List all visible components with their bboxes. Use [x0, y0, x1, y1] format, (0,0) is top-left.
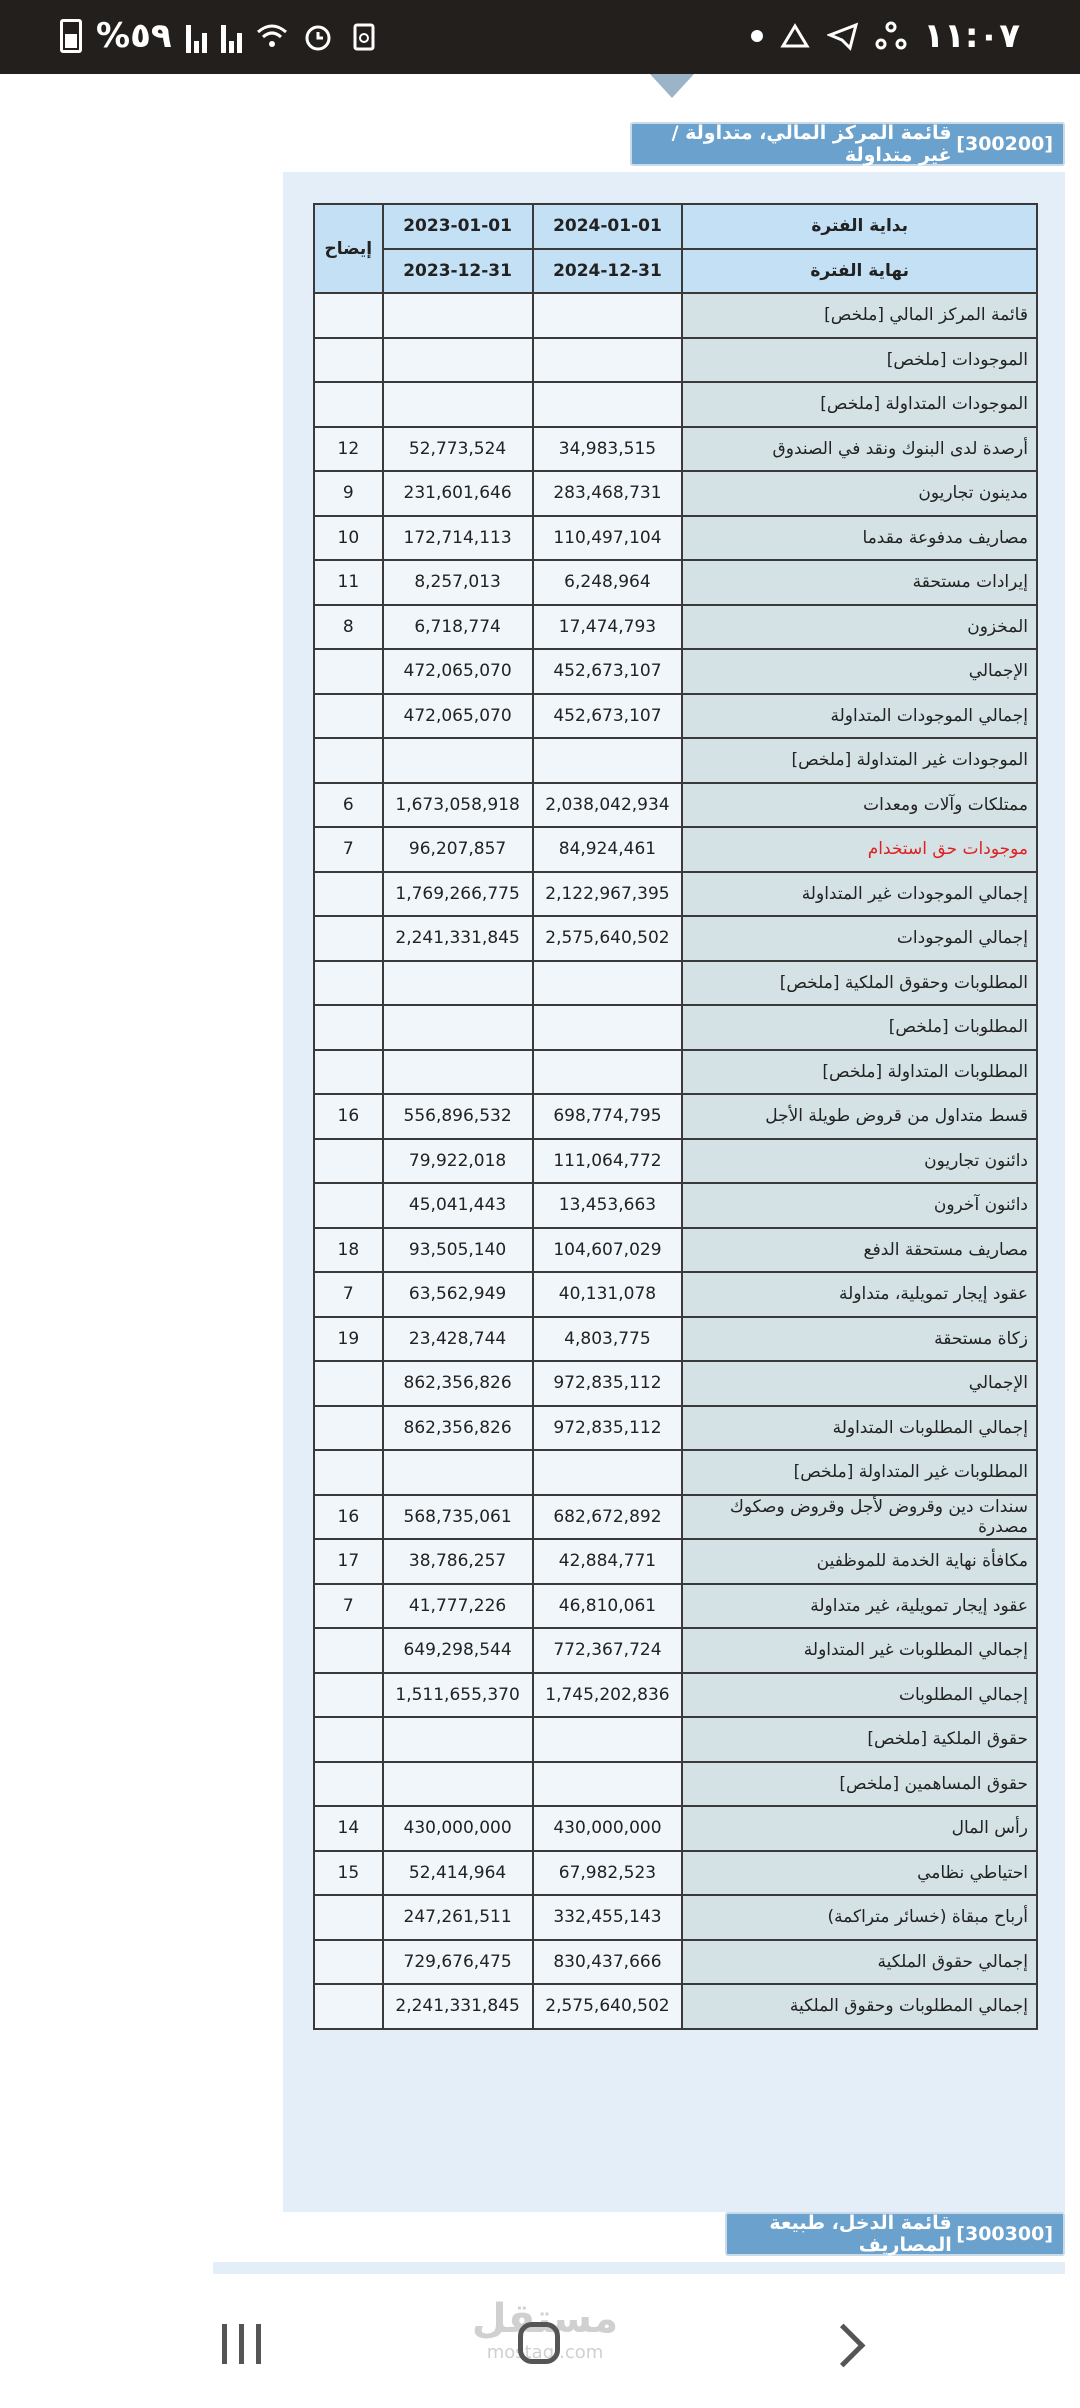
note-ref [314, 1984, 383, 2029]
value-2024: 2,038,042,934 [533, 783, 683, 828]
section-tab-300200[interactable] [630, 122, 1065, 166]
section-title: قائمة الدخل، طبيعة المصاريف [769, 2212, 952, 2256]
value-2024: 830,437,666 [533, 1940, 683, 1985]
value-2024: 46,810,061 [533, 1584, 683, 1629]
row-label: عقود إيجار تمويلية، غير متداولة [682, 1584, 1037, 1629]
col-2024-start: 2024-01-01 [533, 204, 683, 249]
table-row [314, 1539, 1037, 1584]
navigation-bar [0, 2280, 1080, 2408]
share-icon [875, 18, 907, 54]
row-label: إجمالي الموجودات المتداولة [682, 694, 1037, 739]
col-2023-start: 2023-01-01 [383, 204, 533, 249]
value-2023 [383, 338, 533, 383]
table-row [314, 560, 1037, 605]
note-ref [314, 338, 383, 383]
section-tab-300300[interactable] [725, 2212, 1065, 2256]
value-2023 [383, 1450, 533, 1495]
value-2024 [533, 1050, 683, 1095]
value-2023: 6,718,774 [383, 605, 533, 650]
table-row [314, 1940, 1037, 1985]
note-ref [314, 916, 383, 961]
value-2023: 568,735,061 [383, 1495, 533, 1540]
value-2023: 1,511,655,370 [383, 1673, 533, 1718]
row-label: الإجمالي [682, 1361, 1037, 1406]
value-2023: 556,896,532 [383, 1094, 533, 1139]
note-ref: 11 [314, 560, 383, 605]
note-ref: 14 [314, 1806, 383, 1851]
table-row [314, 1584, 1037, 1629]
value-2024: 4,803,775 [533, 1317, 683, 1362]
value-2023: 1,769,266,775 [383, 872, 533, 917]
value-2023: 247,261,511 [383, 1895, 533, 1940]
value-2023: 430,000,000 [383, 1806, 533, 1851]
battery-percent: %٥٩ [96, 16, 172, 56]
value-2024 [533, 338, 683, 383]
value-2023: 862,356,826 [383, 1361, 533, 1406]
table-row [314, 338, 1037, 383]
value-2024: 972,835,112 [533, 1406, 683, 1451]
row-label: المخزون [682, 605, 1037, 650]
note-ref [314, 293, 383, 338]
value-2024: 1,745,202,836 [533, 1673, 683, 1718]
value-2024: 972,835,112 [533, 1361, 683, 1406]
value-2024: 111,064,772 [533, 1139, 683, 1184]
note-ref: 7 [314, 1584, 383, 1629]
value-2024: 2,575,640,502 [533, 1984, 683, 2029]
row-label: إجمالي المطلوبات [682, 1673, 1037, 1718]
value-2024: 2,122,967,395 [533, 872, 683, 917]
col-2024-end: 2024-12-31 [533, 249, 683, 294]
home-icon[interactable] [518, 2322, 560, 2364]
table-row [314, 1717, 1037, 1762]
note-ref: 9 [314, 471, 383, 516]
watermark-text: مستقل [471, 2296, 619, 2342]
row-label: احتياطي نظامي [682, 1851, 1037, 1896]
row-label: إيرادات مستحقة [682, 560, 1037, 605]
value-2023: 472,065,070 [383, 649, 533, 694]
row-label: الموجودات [ملخص] [682, 338, 1037, 383]
row-label: زكاة مستحقة [682, 1317, 1037, 1362]
value-2023 [383, 293, 533, 338]
note-ref: 7 [314, 827, 383, 872]
value-2023: 41,777,226 [383, 1584, 533, 1629]
value-2024: 42,884,771 [533, 1539, 683, 1584]
recent-apps-icon[interactable] [222, 2324, 261, 2364]
value-2023: 172,714,113 [383, 516, 533, 561]
balance-sheet-table [313, 203, 1038, 2030]
row-label: مصاريف مستحقة الدفع [682, 1228, 1037, 1273]
note-ref [314, 1050, 383, 1095]
row-label: ممتلكات وآلات ومعدات [682, 783, 1037, 828]
note-ref: 16 [314, 1094, 383, 1139]
value-2023 [383, 1717, 533, 1762]
row-label: الموجودات المتداولة [ملخص] [682, 382, 1037, 427]
table-row [314, 471, 1037, 516]
row-label: المطلوبات وحقوق الملكية [ملخص] [682, 961, 1037, 1006]
note-ref [314, 872, 383, 917]
note-header: إيضاح [314, 204, 383, 293]
value-2023 [383, 1005, 533, 1050]
value-2024: 13,453,663 [533, 1183, 683, 1228]
note-ref: 7 [314, 1272, 383, 1317]
value-2024 [533, 293, 683, 338]
value-2024: 452,673,107 [533, 649, 683, 694]
table-row [314, 1762, 1037, 1807]
table-row [314, 427, 1037, 472]
table-row [314, 827, 1037, 872]
table-row [314, 1495, 1037, 1540]
next-panel-edge [213, 2262, 1065, 2274]
note-ref: 18 [314, 1228, 383, 1273]
value-2023: 8,257,013 [383, 560, 533, 605]
note-ref [314, 382, 383, 427]
note-ref: 8 [314, 605, 383, 650]
value-2023: 23,428,744 [383, 1317, 533, 1362]
row-label: موجودات حق استخدام [682, 827, 1037, 872]
value-2023: 96,207,857 [383, 827, 533, 872]
note-ref: 15 [314, 1851, 383, 1896]
value-2023: 79,922,018 [383, 1139, 533, 1184]
note-ref [314, 1406, 383, 1451]
status-right [751, 16, 1020, 56]
value-2023: 472,065,070 [383, 694, 533, 739]
note-ref: 19 [314, 1317, 383, 1362]
row-label: أرباح مبقاة (خسائر متراكمة) [682, 1895, 1037, 1940]
table-row [314, 1094, 1037, 1139]
value-2023: 52,773,524 [383, 427, 533, 472]
value-2023: 862,356,826 [383, 1406, 533, 1451]
status-left [60, 16, 380, 56]
value-2024 [533, 1450, 683, 1495]
note-ref: 6 [314, 783, 383, 828]
note-ref [314, 961, 383, 1006]
note-ref [314, 1005, 383, 1050]
note-ref [314, 1450, 383, 1495]
row-label: دائنون تجاريون [682, 1139, 1037, 1184]
value-2024 [533, 1005, 683, 1050]
table-row [314, 738, 1037, 783]
row-label: حقوق الملكية [ملخص] [682, 1717, 1037, 1762]
note-ref: 16 [314, 1495, 383, 1540]
table-row [314, 1139, 1037, 1184]
battery-icon [60, 19, 82, 53]
table-row [314, 916, 1037, 961]
row-label: إجمالي المطلوبات وحقوق الملكية [682, 1984, 1037, 2029]
table-row [314, 1272, 1037, 1317]
table-row [314, 961, 1037, 1006]
row-label: قائمة المركز المالي [ملخص] [682, 293, 1037, 338]
table-row [314, 516, 1037, 561]
value-2024: 17,474,793 [533, 605, 683, 650]
section-code: [300300] [956, 2223, 1053, 2245]
table-row [314, 382, 1037, 427]
value-2023 [383, 738, 533, 783]
note-ref [314, 1361, 383, 1406]
table-row [314, 1851, 1037, 1896]
row-label: إجمالي حقوق الملكية [682, 1940, 1037, 1985]
note-ref: 10 [314, 516, 383, 561]
value-2024: 104,607,029 [533, 1228, 683, 1273]
table-row [314, 1984, 1037, 2029]
value-2024 [533, 738, 683, 783]
row-label: رأس المال [682, 1806, 1037, 1851]
value-2024: 6,248,964 [533, 560, 683, 605]
value-2023 [383, 1762, 533, 1807]
value-2023: 2,241,331,845 [383, 1984, 533, 2029]
col-2023-end: 2023-12-31 [383, 249, 533, 294]
row-label: إجمالي المطلوبات المتداولة [682, 1406, 1037, 1451]
note-ref [314, 1183, 383, 1228]
value-2024: 40,131,078 [533, 1272, 683, 1317]
value-2024: 283,468,731 [533, 471, 683, 516]
table-row [314, 872, 1037, 917]
table-row [314, 1317, 1037, 1362]
value-2023: 729,676,475 [383, 1940, 533, 1985]
note-ref [314, 1762, 383, 1807]
row-label: إجمالي الموجودات غير المتداولة [682, 872, 1037, 917]
value-2023: 38,786,257 [383, 1539, 533, 1584]
row-label: المطلوبات [ملخص] [682, 1005, 1037, 1050]
value-2024: 34,983,515 [533, 427, 683, 472]
value-2024: 67,982,523 [533, 1851, 683, 1896]
value-2024: 682,672,892 [533, 1495, 683, 1540]
note-ref [314, 694, 383, 739]
value-2024: 452,673,107 [533, 694, 683, 739]
value-2024 [533, 1762, 683, 1807]
scroll-indicator [650, 74, 694, 98]
note-ref [314, 1628, 383, 1673]
value-2024: 332,455,143 [533, 1895, 683, 1940]
value-2023: 1,673,058,918 [383, 783, 533, 828]
table-row [314, 1406, 1037, 1451]
value-2023: 2,241,331,845 [383, 916, 533, 961]
note-ref [314, 1673, 383, 1718]
value-2024: 772,367,724 [533, 1628, 683, 1673]
value-2023: 52,414,964 [383, 1851, 533, 1896]
value-2024: 430,000,000 [533, 1806, 683, 1851]
status-bar [0, 0, 1080, 74]
alarm-icon [302, 18, 334, 54]
table-row [314, 1005, 1037, 1050]
table-row [314, 1183, 1037, 1228]
table-row [314, 1628, 1037, 1673]
table-row [314, 1450, 1037, 1495]
signal-icon [221, 19, 242, 53]
table-row [314, 694, 1037, 739]
value-2023 [383, 1050, 533, 1095]
value-2024: 110,497,104 [533, 516, 683, 561]
table-row [314, 1228, 1037, 1273]
row-label: إجمالي الموجودات [682, 916, 1037, 961]
value-2023 [383, 961, 533, 1006]
period-end-label: نهاية الفترة [682, 249, 1037, 294]
table-row [314, 1361, 1037, 1406]
drive-icon [779, 18, 811, 54]
telegram-icon [827, 18, 859, 54]
note-ref [314, 649, 383, 694]
row-label: أرصدة لدى البنوك ونقد في الصندوق [682, 427, 1037, 472]
note-ref: 12 [314, 427, 383, 472]
note-ref [314, 1940, 383, 1985]
back-icon[interactable] [822, 2324, 866, 2368]
row-label: المطلوبات المتداولة [ملخص] [682, 1050, 1037, 1095]
row-label: مدينون تجاريون [682, 471, 1037, 516]
period-start-label: بداية الفترة [682, 204, 1037, 249]
row-label: دائنون آخرون [682, 1183, 1037, 1228]
note-ref [314, 1895, 383, 1940]
section-title: قائمة المركز المالي، متداولة / غير متداولة [671, 122, 952, 166]
row-label: الإجمالي [682, 649, 1037, 694]
row-label: قسط متداول من قروض طويلة الأجل [682, 1094, 1037, 1139]
value-2024: 2,575,640,502 [533, 916, 683, 961]
value-2024 [533, 961, 683, 1006]
table-row [314, 1673, 1037, 1718]
value-2023: 649,298,544 [383, 1628, 533, 1673]
row-label: حقوق المساهمين [ملخص] [682, 1762, 1037, 1807]
note-ref: 17 [314, 1539, 383, 1584]
table-row [314, 1806, 1037, 1851]
value-2023: 93,505,140 [383, 1228, 533, 1273]
section-code: [300200] [956, 133, 1053, 155]
clock: ١١:٠٧ [923, 16, 1020, 56]
table-row [314, 1050, 1037, 1095]
recycle-icon [348, 18, 380, 54]
value-2024: 84,924,461 [533, 827, 683, 872]
row-label: المطلوبات غير المتداولة [ملخص] [682, 1450, 1037, 1495]
value-2023: 231,601,646 [383, 471, 533, 516]
table-row [314, 649, 1037, 694]
note-ref [314, 1139, 383, 1184]
table-row [314, 293, 1037, 338]
watermark-domain: mostaql.com [486, 2342, 604, 2363]
value-2023: 45,041,443 [383, 1183, 533, 1228]
table-row [314, 605, 1037, 650]
notification-dot-icon [751, 30, 763, 42]
note-ref [314, 1717, 383, 1762]
value-2023: 63,562,949 [383, 1272, 533, 1317]
row-label: إجمالي المطلوبات غير المتداولة [682, 1628, 1037, 1673]
value-2024 [533, 1717, 683, 1762]
wifi-icon [256, 18, 288, 54]
value-2024 [533, 382, 683, 427]
table-row [314, 1895, 1037, 1940]
row-label: مصاريف مدفوعة مقدما [682, 516, 1037, 561]
value-2023 [383, 382, 533, 427]
table-row [314, 783, 1037, 828]
row-label: عقود إيجار تمويلية، متداولة [682, 1272, 1037, 1317]
row-label: سندات دين وقروض لأجل وقروض وصكوك مصدرة [682, 1495, 1037, 1540]
value-2024: 698,774,795 [533, 1094, 683, 1139]
note-ref [314, 738, 383, 783]
row-label: مكافأة نهاية الخدمة للموظفين [682, 1539, 1037, 1584]
row-label: الموجودات غير المتداولة [ملخص] [682, 738, 1037, 783]
signal-icon [186, 19, 207, 53]
